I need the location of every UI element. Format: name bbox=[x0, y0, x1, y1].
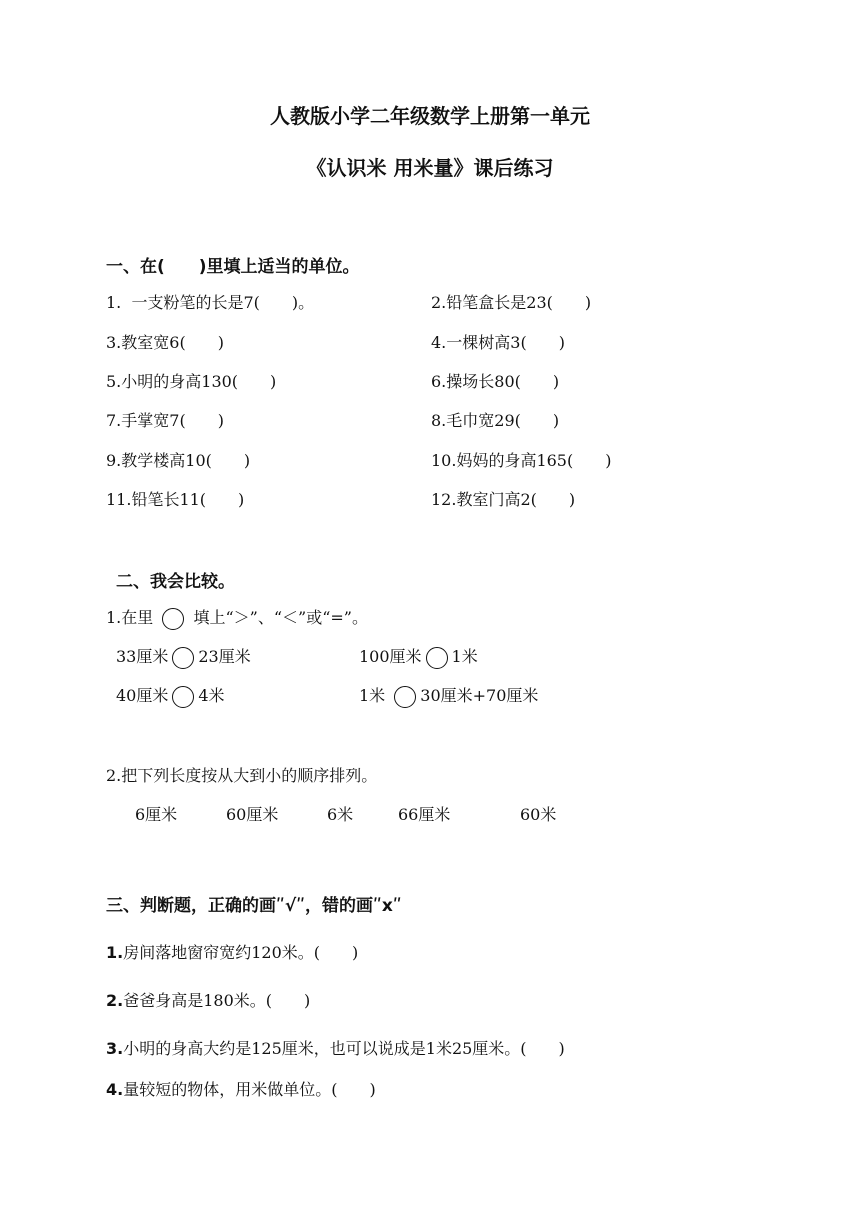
section3-heading: 三、判断题，正确的画ʺ√ʺ，错的画ʺxʺ bbox=[106, 896, 402, 916]
s1-item-11: 11.铅笔长11( ) bbox=[106, 490, 245, 509]
s1-item-2: 2.铅笔盒长是23( ) bbox=[431, 293, 592, 312]
comparison-right: 1米 bbox=[451, 647, 478, 666]
length-item: 60厘米 bbox=[226, 805, 279, 824]
s1-item-12: 12.教室门高2( ) bbox=[431, 490, 576, 509]
comparison-left: 40厘米 bbox=[116, 686, 169, 705]
item-number: 1. bbox=[106, 943, 124, 962]
comparison-right: 4米 bbox=[198, 686, 225, 705]
s2-q1-suffix: 填上“＞”、“＜”或“=”。 bbox=[193, 608, 368, 627]
comparison-left: 33厘米 bbox=[116, 647, 169, 666]
s1-item-8: 8.毛巾宽29( ) bbox=[431, 411, 560, 430]
s3-item-2 bbox=[106, 988, 310, 1011]
worksheet-subtitle: 《认识米 用米量》课后练习 bbox=[306, 156, 554, 180]
item-text: 小明的身高大约是125厘米，也可以说成是1米25厘米。( ) bbox=[123, 1039, 565, 1058]
s2-q1 bbox=[106, 605, 368, 630]
comparison-circle[interactable] bbox=[426, 647, 448, 669]
comparison-right: 30厘米+70厘米 bbox=[420, 686, 539, 705]
s1-item-9: 9.教学楼高10( ) bbox=[106, 451, 251, 470]
s1-item-10: 10.妈妈的身高165( ) bbox=[431, 451, 612, 470]
s3-item-1 bbox=[106, 940, 358, 963]
comparison-4 bbox=[359, 683, 538, 708]
s3-item-3 bbox=[106, 1036, 565, 1059]
item-number: 2. bbox=[106, 991, 124, 1010]
section2-heading: 二、我会比较。 bbox=[116, 572, 235, 592]
comparison-2 bbox=[359, 644, 478, 669]
s2-q1-prefix: 1.在里 bbox=[106, 608, 154, 627]
s1-item-6: 6.操场长80( ) bbox=[431, 372, 560, 391]
length-item: 60米 bbox=[520, 805, 557, 824]
length-item: 6厘米 bbox=[135, 805, 178, 824]
s1-item-4: 4.一棵树高3( ) bbox=[431, 333, 565, 352]
comparison-circle[interactable] bbox=[172, 686, 194, 708]
s1-item-1: 1. 一支粉笔的长是7( )。 bbox=[106, 293, 315, 312]
comparison-1 bbox=[116, 644, 251, 669]
s1-item-7: 7.手掌宽7( ) bbox=[106, 411, 224, 430]
circle-blank-icon bbox=[162, 608, 184, 630]
comparison-right: 23厘米 bbox=[198, 647, 251, 666]
item-text: 房间落地窗帘宽约120米。( ) bbox=[123, 943, 359, 962]
item-number: 4. bbox=[106, 1080, 124, 1099]
comparison-3 bbox=[116, 683, 225, 708]
worksheet-title: 人教版小学二年级数学上册第一单元 bbox=[270, 104, 590, 128]
section1-heading: 一、在( )里填上适当的单位。 bbox=[106, 257, 360, 277]
length-item: 66厘米 bbox=[398, 805, 451, 824]
s1-item-5: 5.小明的身高130( ) bbox=[106, 372, 277, 391]
comparison-left: 1米 bbox=[359, 686, 386, 705]
item-text: 爸爸身高是180米。( ) bbox=[123, 991, 311, 1010]
comparison-circle[interactable] bbox=[394, 686, 416, 708]
s1-item-3: 3.教室宽6( ) bbox=[106, 333, 224, 352]
length-item: 6米 bbox=[327, 805, 354, 824]
s3-item-4 bbox=[106, 1077, 376, 1100]
comparison-left: 100厘米 bbox=[359, 647, 422, 666]
comparison-circle[interactable] bbox=[172, 647, 194, 669]
item-text: 量较短的物体，用米做单位。( ) bbox=[123, 1080, 376, 1099]
item-number: 3. bbox=[106, 1039, 124, 1058]
s2-q2: 2.把下列长度按从大到小的顺序排列。 bbox=[106, 766, 378, 785]
